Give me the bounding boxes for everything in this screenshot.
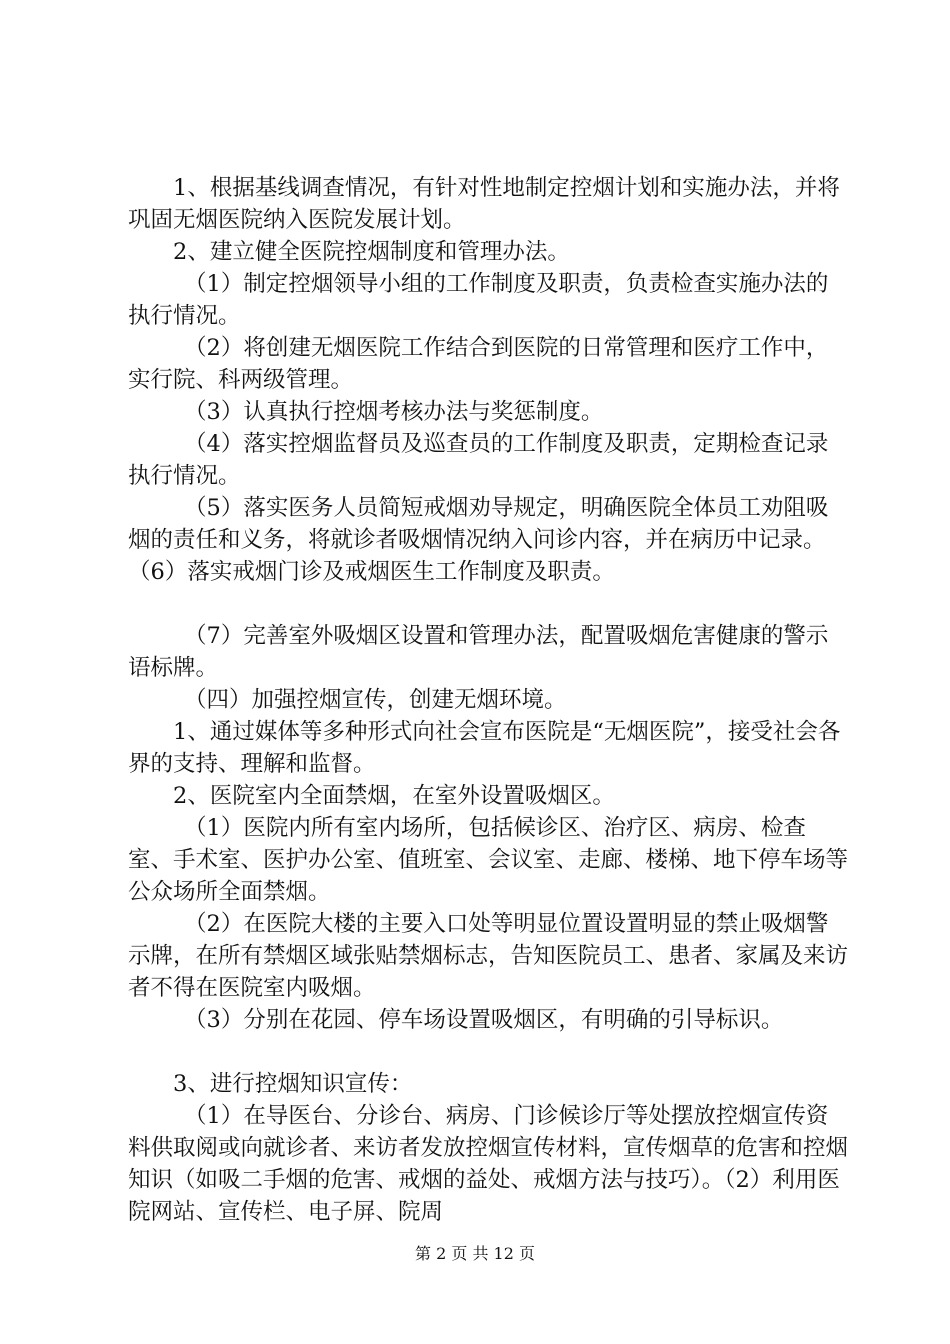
paragraph-5: （3）认真执行控烟考核办法与奖惩制度。 — [184, 399, 604, 425]
paragraph-1: 1、根据基线调查情况，有针对性地制定控烟计划和实施办法，并将巩固无烟医院纳入医院发展计划。 — [128, 175, 840, 233]
paragraph-7: （5）落实医务人员简短戒烟劝导规定，明确医院全体员工劝阻吸烟的责任和义务，将就诊者吸烟情况纳入问诊内容，并在病历中记录。（6）落实戒烟门诊及戒烟医生工作制度及职责。 — [128, 495, 829, 585]
paragraph-13: （2）在医院大楼的主要入口处等明显位置设置明显的禁止吸烟警示牌，在所有禁烟区域张贴禁烟标志，告知医院员工、患者、家属及来访者不得在医院室内吸烟。 — [128, 911, 849, 1001]
paragraph-11: 2、医院室内全面禁烟，在室外设置吸烟区。 — [173, 783, 615, 809]
document-body — [128, 172, 848, 1228]
paragraph-2: 2、建立健全医院控烟制度和管理办法。 — [173, 239, 570, 265]
paragraph-16: （1）在导医台、分诊台、病房、门诊候诊厅等处摆放控烟宣传资料供取阅或向就诊者、来访者发放控烟宣传材料，宣传烟草的危害和控烟知识（如吸二手烟的危害、戒烟的益处、戒烟方法与技巧）。（2）利用医院网站、宣传栏、电子屏、院周 — [128, 1103, 849, 1225]
paragraph-4: （2）将创建无烟医院工作结合到医院的日常管理和医疗工作中，实行院、科两级管理。 — [128, 335, 829, 393]
paragraph-8: （7）完善室外吸烟区设置和管理办法，配置吸烟危害健康的警示语标牌。 — [128, 623, 829, 681]
paragraph-12: （1）医院内所有室内场所，包括候诊区、治疗区、病房、检查室、手术室、医护办公室、值班室、会议室、走廊、楼梯、地下停车场等公众场所全面禁烟。 — [128, 815, 849, 905]
page-number-footer: 第 2 页 共 12 页 — [415, 1244, 535, 1263]
paragraph-10: 1、通过媒体等多种形式向社会宣布医院是“无烟医院”，接受社会各界的支持、理解和监督。 — [128, 719, 841, 777]
paragraph-9: （四）加强控烟宣传，创建无烟环境。 — [184, 687, 567, 713]
paragraph-6: （4）落实控烟监督员及巡查员的工作制度及职责，定期检查记录执行情况。 — [128, 431, 829, 489]
paragraph-14: （3）分别在花园、停车场设置吸烟区，有明确的引导标识。 — [184, 1007, 784, 1033]
paragraph-3: （1）制定控烟领导小组的工作制度及职责，负责检查实施办法的执行情况。 — [128, 271, 829, 329]
paragraph-15: 3、进行控烟知识宣传： — [173, 1071, 413, 1097]
